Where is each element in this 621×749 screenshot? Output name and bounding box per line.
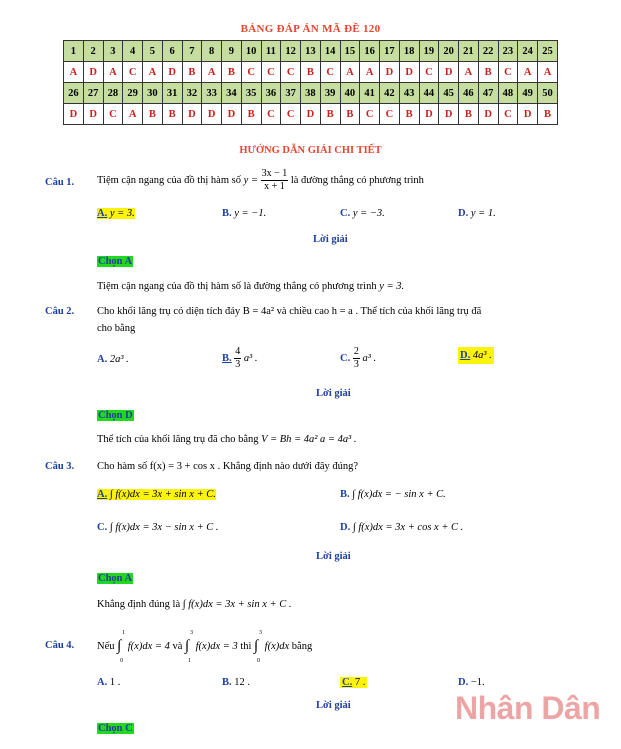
answer-letter-cell: D <box>439 104 459 125</box>
answer-letter-cell: B <box>459 104 479 125</box>
answer-letter-cell: D <box>64 104 84 125</box>
answer-letter-cell: C <box>261 62 281 83</box>
question-number-cell: 21 <box>459 41 479 62</box>
answer-letter-cell: C <box>241 62 261 83</box>
answer-letter-cell: A <box>103 62 123 83</box>
answer-table-row-numbers-1 <box>64 41 558 62</box>
integral-symbol: ∫ 3 1 <box>185 630 193 664</box>
question-number-cell: 26 <box>64 83 84 104</box>
q3-option-d[interactable]: D. ∫ f(x)dx = 3x + cos x + C . <box>340 522 464 533</box>
question-3-text: Cho hàm số f(x) = 3 + cos x . Khẳng định nào dưới đây đúng? <box>97 461 359 472</box>
integral-symbol: ∫ 3 0 <box>254 630 263 664</box>
question-1-fraction: $\frac{3x - 1}{x + 1}$ <box>261 168 288 192</box>
answer-letter-cell: C <box>498 62 518 83</box>
q3-option-c[interactable]: C. ∫ f(x)dx = 3x − sin x + C . <box>97 522 219 533</box>
question-number-cell: 22 <box>478 41 498 62</box>
question-number-cell: 46 <box>459 83 479 104</box>
q2-explanation: Thể tích của khối lăng trụ đã cho bằng V = Bh = 4a² a = 4a³ . <box>97 434 357 445</box>
q2-chosen-answer: Chọn D <box>98 410 133 421</box>
q1-solution-heading: Lời giải <box>313 234 348 245</box>
question-number-cell: 44 <box>419 83 439 104</box>
question-number-cell: 33 <box>202 83 222 104</box>
question-2-text-line-1: Cho khối lăng trụ có diện tích đáy B = 4a² và chiều cao h = a . Thể tích của khối lăng trụ đã <box>97 306 482 317</box>
question-number-cell: 36 <box>261 83 281 104</box>
q1-option-b[interactable]: B. y = −1. <box>222 208 267 219</box>
answer-letter-cell: B <box>143 104 163 125</box>
q1-chosen-answer: Chọn A <box>98 256 133 267</box>
question-number-cell: 40 <box>340 83 360 104</box>
answer-letter-cell: D <box>301 104 321 125</box>
q2-option-d[interactable]: D. 4a³ . <box>458 350 494 361</box>
answer-letter-cell: A <box>360 62 380 83</box>
question-number-cell: 6 <box>162 41 182 62</box>
question-number-cell: 38 <box>301 83 321 104</box>
question-number-cell: 39 <box>320 83 340 104</box>
question-number-cell: 4 <box>123 41 143 62</box>
answer-letter-cell: B <box>241 104 261 125</box>
answer-letter-cell: B <box>538 104 558 125</box>
answer-letter-cell: C <box>498 104 518 125</box>
question-3-label: Câu 3. <box>45 461 75 472</box>
question-number-cell: 14 <box>320 41 340 62</box>
q2-solution-heading: Lời giải <box>316 388 351 399</box>
question-number-cell: 49 <box>518 83 538 104</box>
question-number-cell: 12 <box>281 41 301 62</box>
answer-key-title: BẢNG ĐÁP ÁN MÃ ĐỀ 120 <box>240 23 381 35</box>
answer-letter-cell: A <box>123 104 143 125</box>
integral-symbol: ∫ 1 0 <box>117 630 126 664</box>
question-number-cell: 43 <box>399 83 419 104</box>
question-number-cell: 25 <box>538 41 558 62</box>
q3-option-b[interactable]: B. ∫ f(x)dx = − sin x + C. <box>340 489 446 500</box>
question-number-cell: 18 <box>399 41 419 62</box>
answer-key-table <box>63 40 558 125</box>
question-number-cell: 17 <box>380 41 400 62</box>
question-2-label: Câu 2. <box>45 306 75 317</box>
answer-letter-cell: C <box>103 104 123 125</box>
question-number-cell: 48 <box>498 83 518 104</box>
question-number-cell: 16 <box>360 41 380 62</box>
answer-letter-cell: C <box>123 62 143 83</box>
question-number-cell: 5 <box>143 41 163 62</box>
question-number-cell: 24 <box>518 41 538 62</box>
answer-letter-cell: B <box>301 62 321 83</box>
answer-letter-cell: D <box>83 104 103 125</box>
question-number-cell: 19 <box>419 41 439 62</box>
question-4-label: Câu 4. <box>45 640 75 651</box>
answer-letter-cell: D <box>478 104 498 125</box>
answer-letter-cell: D <box>439 62 459 83</box>
q4-option-d[interactable]: D. −1. <box>458 677 485 688</box>
answer-letter-cell: C <box>419 62 439 83</box>
question-number-cell: 27 <box>83 83 103 104</box>
answer-letter-cell: C <box>281 104 301 125</box>
answer-table-row-numbers-2 <box>64 83 558 104</box>
question-4-text: Nếu ∫ 1 0 f(x)dx = 4 và ∫ 3 1 f(x)dx = 3 thì ∫ 3 0 f(x)dx bằng <box>97 630 313 664</box>
q1-option-d[interactable]: D. y = 1. <box>458 208 496 219</box>
q2-option-c[interactable]: C. $\frac{2}{3}$ a³ . <box>340 346 377 370</box>
q2-option-b[interactable]: B. $\frac{4}{3}$ a³ . <box>222 346 258 370</box>
answer-letter-cell: A <box>202 62 222 83</box>
q2-option-a[interactable]: A. 2a³ . <box>97 354 129 365</box>
answer-letter-cell: A <box>518 62 538 83</box>
question-2-text-line-2: cho bằng <box>97 323 136 334</box>
question-number-cell: 47 <box>478 83 498 104</box>
question-number-cell: 32 <box>182 83 202 104</box>
question-number-cell: 37 <box>281 83 301 104</box>
answer-table-row-answers-2 <box>64 104 558 125</box>
answer-letter-cell: D <box>222 104 242 125</box>
question-number-cell: 11 <box>261 41 281 62</box>
question-number-cell: 35 <box>241 83 261 104</box>
answer-letter-cell: D <box>202 104 222 125</box>
question-number-cell: 23 <box>498 41 518 62</box>
q4-solution-heading: Lời giải <box>316 700 351 711</box>
question-number-cell: 34 <box>222 83 242 104</box>
answer-letter-cell: B <box>399 104 419 125</box>
answer-letter-cell: C <box>261 104 281 125</box>
question-number-cell: 1 <box>64 41 84 62</box>
question-number-cell: 8 <box>202 41 222 62</box>
answer-letter-cell: A <box>538 62 558 83</box>
question-number-cell: 31 <box>162 83 182 104</box>
answer-letter-cell: B <box>320 104 340 125</box>
answer-letter-cell: A <box>143 62 163 83</box>
question-number-cell: 2 <box>83 41 103 62</box>
watermark-logo: Nhân Dân <box>455 690 601 726</box>
question-number-cell: 13 <box>301 41 321 62</box>
answer-letter-cell: D <box>399 62 419 83</box>
question-number-cell: 45 <box>439 83 459 104</box>
question-number-cell: 15 <box>340 41 360 62</box>
answer-letter-cell: A <box>459 62 479 83</box>
answer-letter-cell: C <box>320 62 340 83</box>
question-number-cell: 28 <box>103 83 123 104</box>
question-number-cell: 10 <box>241 41 261 62</box>
question-1-text: Tiệm cận ngang của đồ thị hàm số y = $\frac{3x - 1}{x + 1}$ là đường thẳng có phương trình <box>97 168 424 192</box>
question-1-label: Câu 1. <box>45 177 75 188</box>
question-number-cell: 9 <box>222 41 242 62</box>
solution-heading: HƯỚNG DẪN GIẢI CHI TIẾT <box>239 145 382 156</box>
answer-letter-cell: A <box>64 62 84 83</box>
question-number-cell: 3 <box>103 41 123 62</box>
answer-letter-cell: A <box>340 62 360 83</box>
question-number-cell: 29 <box>123 83 143 104</box>
q3-chosen-answer: Chọn A <box>98 573 133 584</box>
q3-option-a[interactable]: A. ∫ f(x)dx = 3x + sin x + C. <box>97 489 216 500</box>
question-number-cell: 50 <box>538 83 558 104</box>
question-number-cell: 42 <box>380 83 400 104</box>
q4-chosen-answer: Chọn C <box>98 723 133 734</box>
q3-solution-heading: Lời giải <box>316 551 351 562</box>
q1-option-c[interactable]: C. y = −3. <box>340 208 385 219</box>
answer-letter-cell: B <box>478 62 498 83</box>
answer-letter-cell: B <box>222 62 242 83</box>
answer-letter-cell: D <box>83 62 103 83</box>
question-number-cell: 7 <box>182 41 202 62</box>
answer-letter-cell: B <box>162 104 182 125</box>
answer-letter-cell: D <box>419 104 439 125</box>
q4-option-c[interactable]: C. 7 . <box>342 677 366 688</box>
answer-letter-cell: D <box>162 62 182 83</box>
q4-option-a[interactable]: A. 1 . <box>97 677 121 688</box>
q1-option-a[interactable]: A. y = 3. <box>97 208 135 219</box>
answer-letter-cell: C <box>281 62 301 83</box>
question-number-cell: 41 <box>360 83 380 104</box>
answer-table-row-answers-1 <box>64 62 558 83</box>
answer-letter-cell: C <box>380 104 400 125</box>
answer-letter-cell: D <box>518 104 538 125</box>
question-number-cell: 20 <box>439 41 459 62</box>
q3-explanation: Khẳng định đúng là ∫ f(x)dx = 3x + sin x + C . <box>97 599 292 610</box>
answer-letter-cell: D <box>380 62 400 83</box>
answer-letter-cell: D <box>182 104 202 125</box>
answer-letter-cell: B <box>182 62 202 83</box>
question-number-cell: 30 <box>143 83 163 104</box>
q4-option-b[interactable]: B. 12 . <box>222 677 251 688</box>
q1-explanation: Tiệm cận ngang của đồ thị hàm số là đường thẳng có phương trình y = 3. <box>97 281 405 292</box>
answer-letter-cell: C <box>360 104 380 125</box>
answer-letter-cell: B <box>340 104 360 125</box>
